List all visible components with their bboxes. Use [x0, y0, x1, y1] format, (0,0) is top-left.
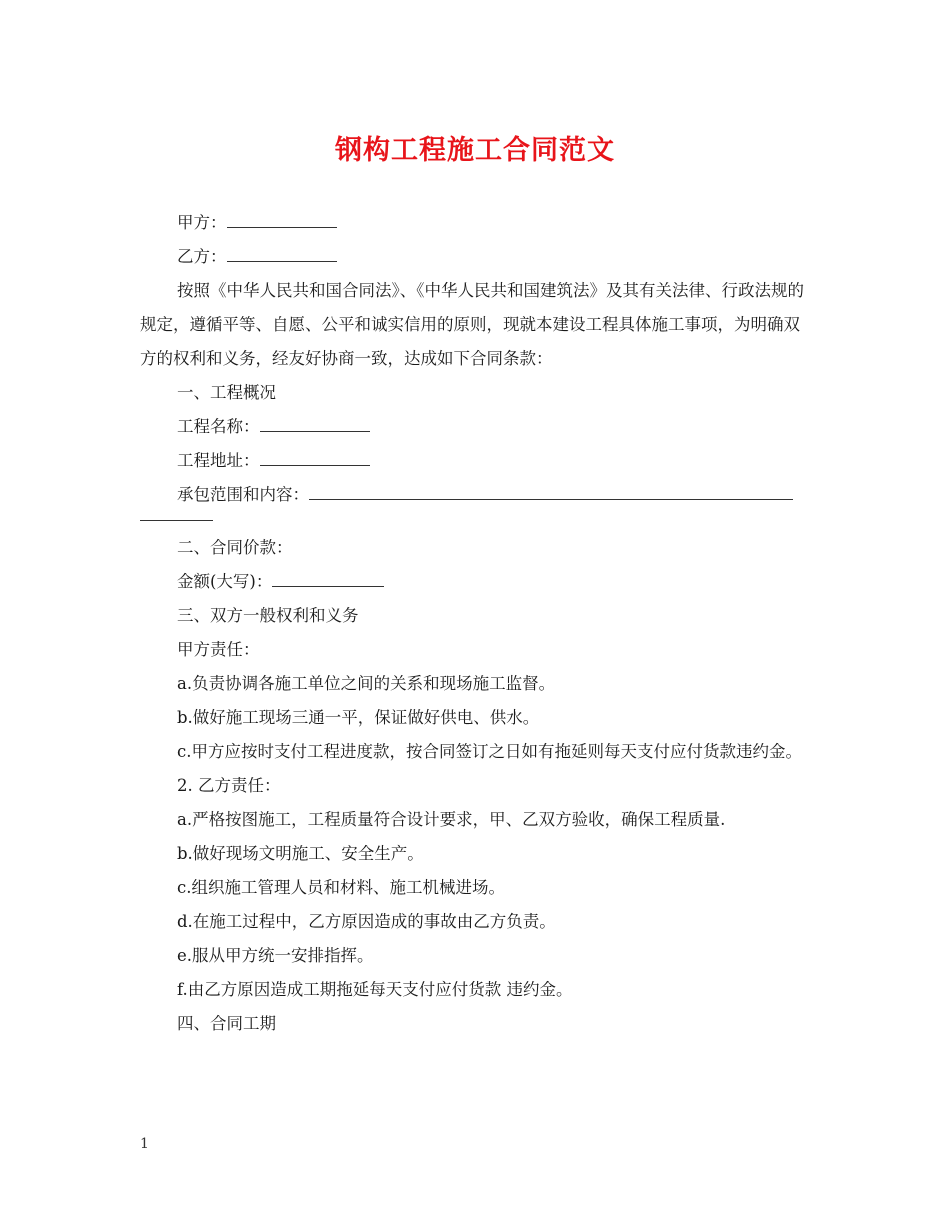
project-address-blank: [260, 448, 370, 466]
party-b-item: c.组织施工管理人员和材料、施工机械进场。: [177, 878, 505, 897]
party-b-item: f.由乙方原因造成工期拖延每天支付应付货款 违约金。: [177, 980, 573, 999]
scope-blank: [309, 482, 793, 500]
section1-heading: 一、工程概况: [177, 383, 276, 402]
document-title: 钢构工程施工合同范文: [335, 135, 615, 166]
party-b-item: e.服从甲方统一安排指挥。: [177, 946, 374, 965]
section4-heading: 四、合同工期: [177, 1014, 276, 1033]
party-a-item: a.负责协调各施工单位之间的关系和现场施工监督。: [177, 674, 556, 693]
project-address-label: 工程地址：: [177, 451, 260, 470]
project-name-label: 工程名称：: [177, 417, 260, 436]
party-a-line: [140, 206, 813, 240]
party-b-item: d.在施工过程中，乙方原因造成的事故由乙方负责。: [177, 912, 556, 931]
party-b-duty-label: 2. 乙方责任：: [177, 776, 281, 795]
section2-heading: 二、合同价款：: [177, 538, 293, 557]
party-a-blank: [227, 210, 337, 228]
intro-paragraph: 按照《中华人民共和国合同法》、《中华人民共和国建筑法》及其有关法律、行政法规的规定，遵循平等、自愿、公平和诚实信用的原则，现就本建设工程具体施工事项，为明确双方的权利和义务，经友好协商一致，达成如下合同条款：: [140, 281, 804, 368]
section3-heading: 三、双方一般权利和义务: [177, 606, 359, 625]
project-name-line: [140, 410, 813, 444]
party-b-line: [140, 240, 813, 274]
amount-blank: [272, 569, 384, 587]
amount-label: 金额(大写)：: [177, 572, 273, 591]
project-address-line: [140, 444, 813, 478]
party-b-label: 乙方：: [177, 247, 227, 266]
project-name-blank: [260, 414, 370, 432]
party-b-item: b.做好现场文明施工、安全生产。: [177, 844, 424, 863]
party-b-item: a.严格按图施工，工程质量符合设计要求，甲、乙双方验收，确保工程质量.: [177, 810, 726, 829]
party-a-item: b.做好施工现场三通一平，保证做好供电、供水。: [177, 708, 540, 727]
party-a-duty-label: 甲方责任：: [177, 640, 260, 659]
document-body: [140, 206, 813, 1041]
party-b-blank: [227, 244, 337, 262]
scope-line: [140, 478, 813, 512]
page-number: 1: [140, 1136, 149, 1152]
party-a-item: c.甲方应按时支付工程进度款，按合同签订之日如有拖延则每天支付应付货款违约金。: [177, 742, 802, 761]
party-a-label: 甲方：: [177, 213, 227, 232]
scope-label: 承包范围和内容：: [177, 485, 309, 504]
amount-line: [140, 565, 813, 599]
